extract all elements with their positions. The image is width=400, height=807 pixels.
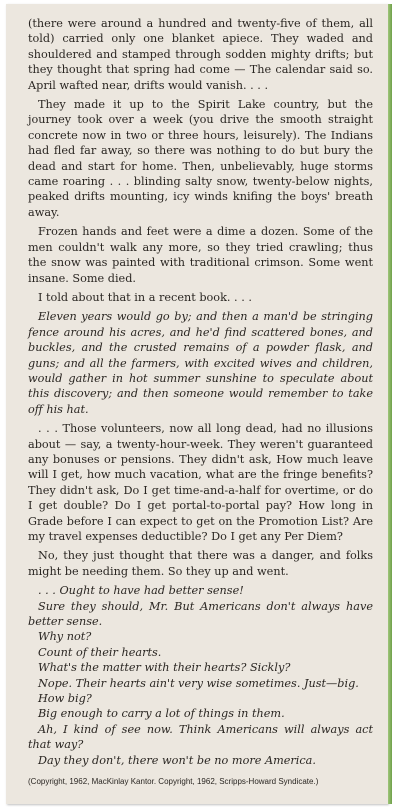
dialog-section — [28, 583, 373, 768]
dialog-line: Ah, I kind of see now. Think Americans will always act that way? — [28, 722, 373, 752]
paragraph: I told about that in a recent book. . . . — [38, 290, 252, 304]
dialog-line: Day they don't, there won't be no more America. — [38, 753, 316, 767]
dialog-line: Big enough to carry a lot of things in them. — [38, 707, 285, 721]
dialog-line: What's the matter with their hearts? Sickly? — [38, 661, 291, 675]
article-body — [28, 16, 373, 787]
dialog-line: . . . Ought to have had better sense! — [38, 584, 244, 598]
paragraph: No, they just thought that there was a danger, and folks might be needing them. So they up and went. — [28, 549, 373, 578]
green-cover-edge — [388, 4, 392, 804]
copyright-notice: (Copyright, 1962, MacKinlay Kantor. Copyright, 1962, Scripps-Howard Syndicate.) — [28, 777, 319, 787]
paragraph: Frozen hands and feet were a dime a dozen. Some of the men couldn't walk any more, so they tried crawling; thus the snow was painted with traditional crimson. Some went insane. Some died. — [28, 225, 373, 285]
dialog-line: Nope. Their hearts ain't very wise sometimes. Just—big. — [38, 676, 359, 690]
book-quote: Eleven years would go by; and then a man'd be stringing fence around his acres, and he'd find scattered bones, and buckles, and the crusted remains of a powder flask, and guns; and all the farmers, with excited wives and children, would gather in hot summer sunshine to speculate about this discovery; and then someone would remember to take off his hat. — [28, 310, 373, 416]
dialog-line: Count of their hearts. — [38, 645, 162, 659]
paragraph: (there were around a hundred and twenty-five of them, all told) carried only one blanket apiece. They waded and shouldered and stamped through sodden mighty drifts; but they thought that spring had come — The calendar said so. April wafted near, drifts would vanish. . . . — [28, 17, 373, 92]
dialog-line: How big? — [38, 692, 92, 706]
paragraph: They made it up to the Spirit Lake country, but the journey took over a week (you drive the smooth straight concrete now in two or three hours, leisurely). The Indians had fled far away, so there was nothing to do but bury the dead and start for home. Then, unbelievably, huge storms came roaring . . . blinding salty snow, twenty-below nights, peaked drifts mounting, icy winds knifing the boys' breath away. — [28, 98, 373, 219]
paragraph: . . . Those volunteers, now all long dead, had no illusions about — say, a twenty-hour-week. They weren't guaranteed any bonuses or pensions. They didn't ask, How much leave will I get, how much vacation, what are the fringe benefits? They didn't ask, Do I get time-and-a-half for overtime, or do I get double? Do I get portal-to-portal pay? How long in Grade before I can expect to get on the Promotion List? Are my travel expenses deductible? Do I get any Per Diem? — [28, 422, 373, 543]
dialog-line: Sure they should, Mr. But Americans don't always have better sense. — [28, 599, 373, 629]
dialog-line: Why not? — [38, 630, 92, 644]
